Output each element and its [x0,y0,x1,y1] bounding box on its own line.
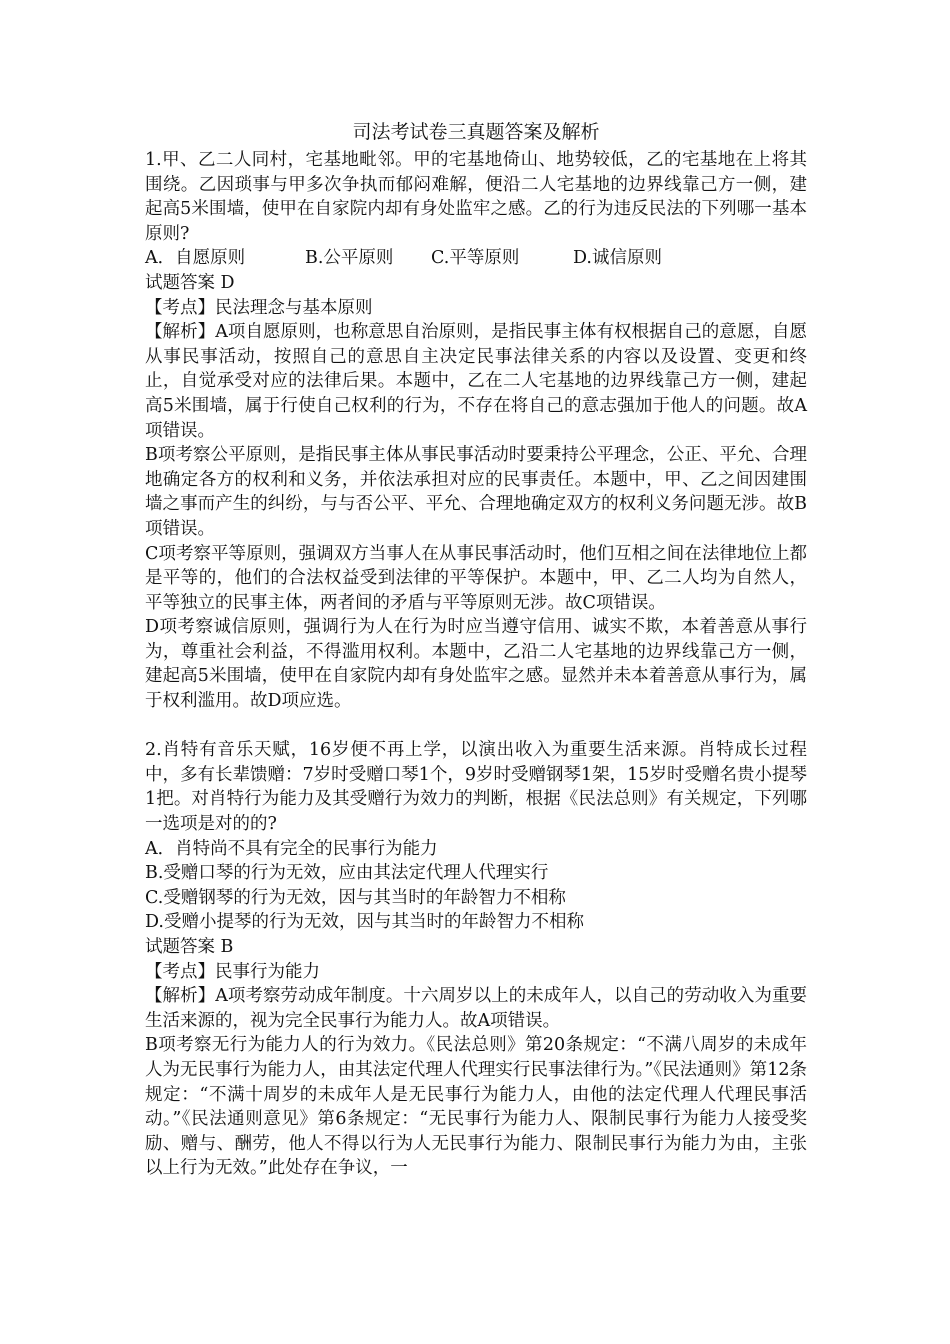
question-1-analysis-b: B项考察公平原则，是指民事主体从事民事活动时要秉持公平理念，公正、平允、合理地确定各方的权利和义务，并依法承担对应的民事责任。本题中，甲、乙之间因建围墙之事而产生的纠纷，与与否公平、平允、合理地确定双方的权利义务问题无涉。故B项错误。 [145,445,807,539]
question-1-option-d: D.诚信原则 [573,248,662,269]
document-title: 司法考试卷三真题答案及解析 [352,121,600,143]
document-page [145,118,807,1181]
question-2-option-d: D.受赠小提琴的行为无效，因与其当时的年龄智力不相称 [145,912,584,933]
question-1-point: 【考点】民法理念与基本原则 [145,297,373,318]
question-1-analysis-a: 【解析】A项自愿原则，也称意思自治原则，是指民事主体有权根据自己的意愿，自愿从事民事活动，按照自己的意思自主决定民事法律关系的内容以及设置、变更和终止，自觉承受对应的法律后果。本题中，乙在二人宅基地的边界线靠己方一侧，建起高5米围墙，属于行使自己权利的行为，不存在将自己的意志强加于他人的问题。故A项错误。 [145,322,807,441]
question-1-analysis-d: D项考察诚信原则，强调行为人在行为时应当遵守信用、诚实不欺，本着善意从事行为，尊重社会利益，不得滥用权利。本题中，乙沿二人宅基地的边界线靠己方一侧，建起高5米围墙，使甲在自家院内却有身处监牢之感。显然并未本着善意从事行为，属于权利滥用。故D项应选。 [145,617,807,712]
question-2-option-c: C.受赠钢琴的行为无效，因与其当时的年龄智力不相称 [145,887,566,908]
question-2-option-b: B.受赠口琴的行为无效，应由其法定代理人代理实行 [145,863,549,884]
question-2-stem: 2.肖特有音乐天赋，16岁便不再上学，以演出收入为重要生活来源。肖特成长过程中，多有长辈馈赠：7岁时受赠口琴1个，9岁时受赠钢琴1架，15岁时受赠名贵小提琴1把。对肖特行为能力及其受赠行为效力的判断，根据《民法总则》有关规定，下列哪一选项是对的的? [145,740,807,835]
question-1-analysis-c: C项考察平等原则，强调双方当事人在从事民事活动时，他们互相之间在法律地位上都是平等的，他们的合法权益受到法律的平等保护。本题中，甲、乙二人均为自然人，平等独立的民事主体，两者间的矛盾与平等原则无涉。故C项错误。 [145,543,807,613]
paragraph-gap [145,714,807,739]
question-2-point: 【考点】民事行为能力 [145,961,320,982]
question-1-option-b: B.公平原则 [305,248,394,269]
question-1-answer: 试题答案 D [145,272,235,293]
question-1-option-a: A．自愿原则 [145,248,246,269]
question-2-analysis-b: B项考察无行为能力人的行为效力。《民法总则》第20条规定：“不满八周岁的未成年人为无民事行为能力人，由其法定代理人代理实行民事法律行为。”《民法通则》第12条规定：“不满十周岁的未成年人是无民事行为能力人，由他的法定代理人代理民事活动。”《民法通则意见》第6条规定：“无民事行为能力人、限制民事行为能力人接受奖励、赠与、酬劳，他人不得以行为人无民事行为能力、限制民事行为能力为由，主张以上行为无效。”此处存在争议，一 [145,1035,807,1179]
question-2-answer: 试题答案 B [145,937,234,957]
question-1-options [145,246,807,271]
question-1-option-c: C.平等原则 [431,248,520,269]
question-1-stem: 1.甲、乙二人同村，宅基地毗邻。甲的宅基地倚山、地势较低，乙的宅基地在上将其围绕。乙因琐事与甲多次争执而郁闷难解，便沿二人宅基地的边界线靠己方一侧，建起高5米围墙，使甲在自家院内却有身处监牢之感。乙的行为违反民法的下列哪一基本原则? [145,150,807,244]
question-2-option-a: A．肖特尚不具有完全的民事行为能力 [145,838,438,859]
question-2-analysis-a: 【解析】A项考察劳动成年制度。十六周岁以上的未成年人，以自己的劳动收入为重要生活来源的，视为完全民事行为能力人。故A项错误。 [145,986,807,1031]
